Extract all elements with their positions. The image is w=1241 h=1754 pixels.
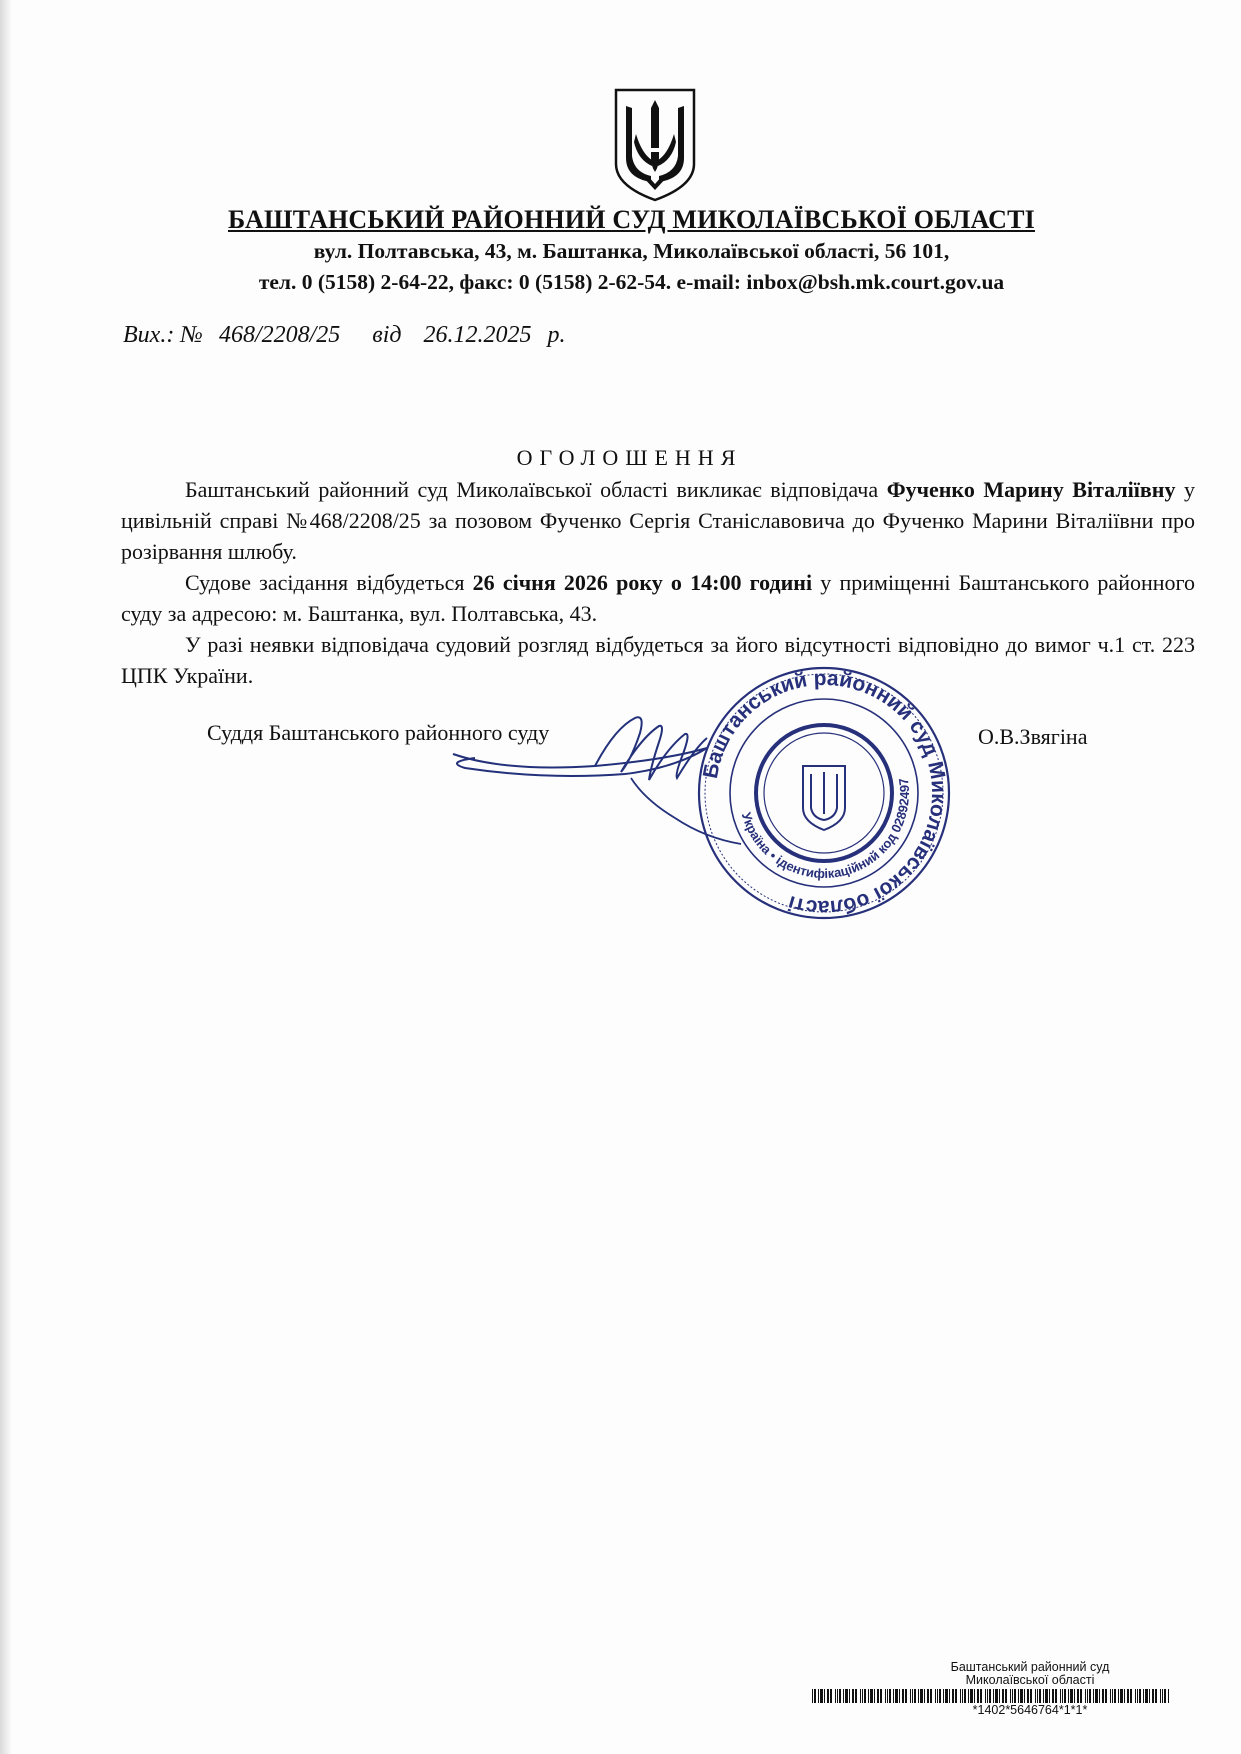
notice-text: Баштанський районний суд Миколаївської області викликає відповідача xyxy=(185,477,887,502)
outgoing-number: 468/2208/25 xyxy=(218,322,341,348)
notice-text: У разі неявки відповідача судовий розгляд відбудеться за його відсутності відповідно до вимог ч.1 ст. 223 ЦПК України. xyxy=(121,632,1195,688)
stamp-trident-icon xyxy=(803,766,845,830)
footer-court-line2: Миколаївської області xyxy=(965,1673,1095,1687)
notice-text: Судове засідання відбудеться xyxy=(185,570,473,595)
stamp-outer-text: Баштанський районний суд Миколаївської області xyxy=(698,666,951,920)
judge-name: О.В.Звягіна xyxy=(978,724,1088,749)
stamp-inner-text: Україна • ідентифікаційний код 02892497 xyxy=(738,777,913,882)
court-name-heading: БАШТАНСЬКИЙ РАЙОННИЙ СУД МИКОЛАЇВСЬКОЇ ОБЛАСТІ xyxy=(227,205,1035,234)
notice-paragraph xyxy=(121,567,1195,629)
trident-emblem-icon xyxy=(612,86,698,204)
notice-text: у приміщенні Баштанського районного суду за адресою: м. Баштанка, вул. Полтавська, 43. xyxy=(121,570,1195,626)
court-stamp xyxy=(693,662,955,924)
notice-paragraph xyxy=(121,629,1195,691)
hearing-datetime: 26 січня 2026 року о 14:00 годині xyxy=(472,570,813,595)
barcode-number: *1402*5646764*1*1* xyxy=(972,1703,1088,1717)
court-address: вул. Полтавська, 43, м. Баштанка, Миколаївської області, 56 101, xyxy=(313,239,950,263)
judge-title: Суддя Баштанського районного суду xyxy=(207,720,550,745)
footer-court-line1: Баштанський районний суд xyxy=(950,1660,1110,1674)
court-contacts: тел. 0 (5158) 2-64-22, факс: 0 (5158) 2-62-54. e-mail: inbox@bsh.mk.court.gov.ua xyxy=(258,270,1005,294)
footer-court-name xyxy=(870,1661,1190,1687)
outgoing-from-label: від xyxy=(372,322,402,348)
outgoing-year-suffix: р. xyxy=(547,322,566,348)
notice-paragraph xyxy=(121,474,1195,567)
barcode-icon xyxy=(812,1689,1172,1703)
outgoing-date: 26.12.2025 xyxy=(423,322,532,348)
notice-text: у цивільній справі №468/2208/25 за позовом Фученко Сергія Станіславовича до Фученко Марини Віталіївни про розірвання шлюбу. xyxy=(121,477,1196,564)
notice-body xyxy=(121,474,1195,691)
defendant-name: Фученко Марину Віталіївну xyxy=(886,477,1176,502)
outgoing-label: Вих.: № xyxy=(123,322,203,348)
outgoing-number-line xyxy=(123,322,566,349)
notice-title: ОГОЛОШЕННЯ xyxy=(516,445,743,470)
